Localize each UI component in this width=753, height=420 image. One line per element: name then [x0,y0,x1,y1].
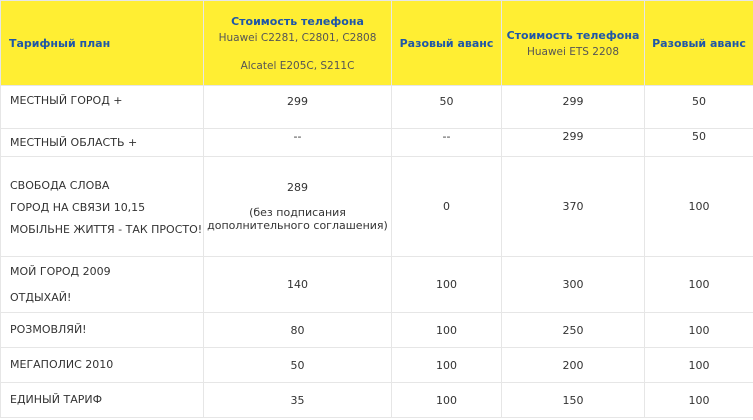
table-row [1,348,753,383]
cost-b-cell: 299 [502,129,645,157]
cost-a-cell: 50 [204,348,392,383]
plan-cell: МЕСТНЫЙ ОБЛАСТЬ + [1,129,204,157]
advance-b-cell: 100 [645,383,753,418]
plan-cell: СВОБОДА СЛОВА ГОРОД НА СВЯЗИ 10,15 МОБІЛЬНЕ ЖИТТЯ - ТАК ПРОСТО! [1,157,204,257]
cost-a-cell: 35 [204,383,392,418]
cost-a-cell: 80 [204,313,392,348]
plan-cell: МЕГАПОЛИС 2010 [1,348,204,383]
table-row [1,129,753,157]
header-phone-cost-a: Стоимость телефона Huawei C2281, C2801, C2808 Alcatel E205C, S211C [204,1,392,86]
cost-b-cell: 250 [502,313,645,348]
advance-b-cell: 100 [645,257,753,313]
cost-b-cell: 299 [502,86,645,129]
table-row [1,157,753,257]
plan-cell: МЕСТНЫЙ ГОРОД + [1,86,204,129]
header-advance-a: Разовый аванс [392,1,502,86]
cost-a-cell: 299 [204,86,392,129]
cost-a-cell: 289 (без подписания дополнительного соглашения) [204,157,392,257]
header-phone-models-a-1: Huawei C2281, C2801, C2808 [218,31,377,44]
header-advance-b: Разовый аванс [645,1,753,86]
table-header-row [1,1,753,86]
advance-b-cell: 50 [645,129,753,157]
advance-a-cell: 0 [392,157,502,257]
advance-a-cell: 50 [392,86,502,129]
table-row [1,86,753,129]
advance-b-cell: 100 [645,157,753,257]
table-row [1,313,753,348]
advance-b-cell: 50 [645,86,753,129]
header-phone-models-a-2: Alcatel E205C, S211C [240,59,355,72]
cost-a-cell: -- [204,129,392,157]
header-phone-cost-b: Стоимость телефона Huawei ETS 2208 [502,1,645,86]
plan-cell: МОЙ ГОРОД 2009 ОТДЫХАЙ! [1,257,204,313]
cost-b-cell: 150 [502,383,645,418]
cost-a-note: (без подписания дополнительного соглашения) [207,206,388,232]
advance-a-cell: 100 [392,313,502,348]
plan-cell: РОЗМОВЛЯЙ! [1,313,204,348]
advance-a-cell: 100 [392,257,502,313]
table-row [1,383,753,418]
table-row [1,257,753,313]
plan-cell: ЕДИНЫЙ ТАРИФ [1,383,204,418]
advance-a-cell: 100 [392,348,502,383]
header-phone-models-b: Huawei ETS 2208 [526,45,620,58]
header-plan: Тарифный план [1,1,204,86]
advance-b-cell: 100 [645,348,753,383]
cost-b-cell: 370 [502,157,645,257]
advance-a-cell: -- [392,129,502,157]
cost-b-cell: 200 [502,348,645,383]
cost-b-cell: 300 [502,257,645,313]
advance-a-cell: 100 [392,383,502,418]
cost-a-cell: 140 [204,257,392,313]
advance-b-cell: 100 [645,313,753,348]
